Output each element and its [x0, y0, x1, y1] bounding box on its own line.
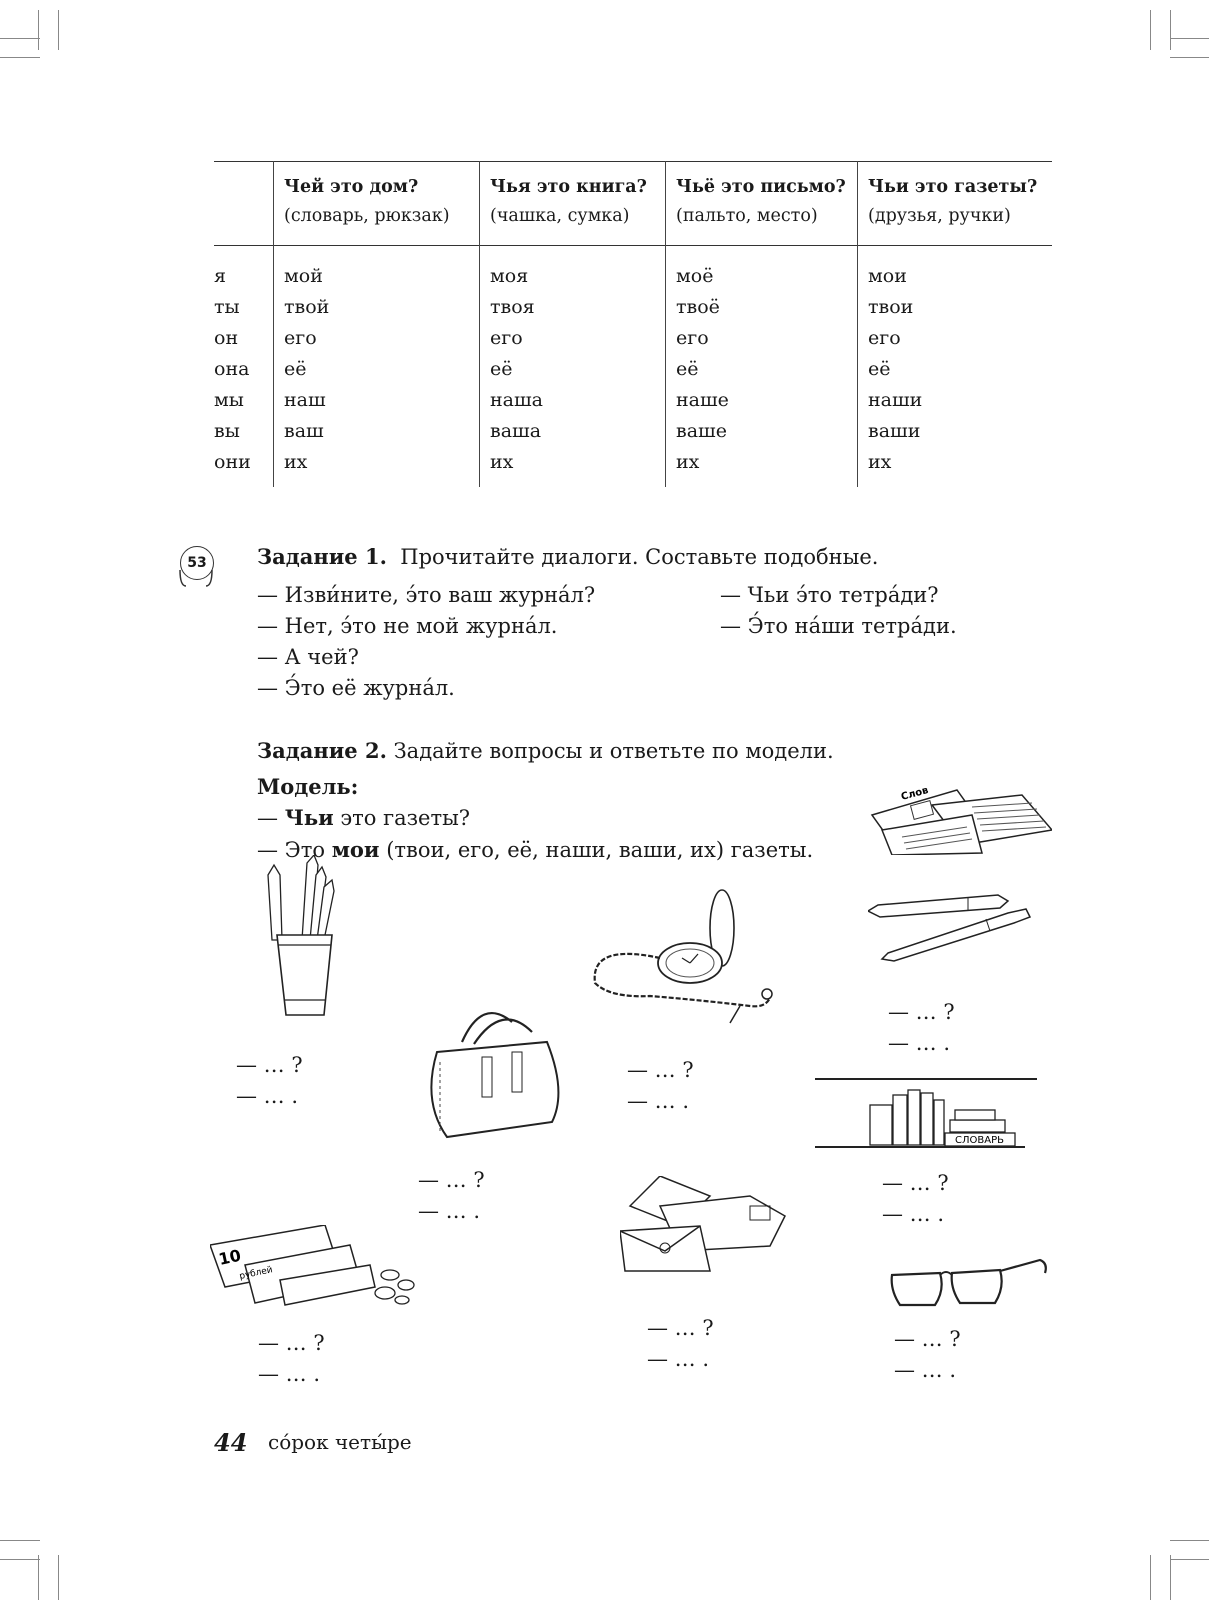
dialog-line: — Изви́ните, э́то ваш журна́л? [257, 583, 596, 607]
crop-mark [1170, 10, 1171, 50]
task1-heading [257, 541, 878, 573]
answer-prompt-watch[interactable] [627, 1055, 694, 1117]
table-body-column-pronouns [214, 261, 251, 478]
dialog-line: — Чьи э́то тетра́ди? [720, 583, 939, 607]
table-top-rule [214, 161, 1052, 162]
header-question: Чьи это газеты? [868, 177, 1038, 197]
envelopes-illustration [620, 1176, 790, 1276]
table-cell: моё [676, 265, 714, 287]
header-examples: (чашка, сумка) [490, 206, 630, 226]
table-cell: моя [490, 265, 529, 287]
table-cell: наша [490, 389, 543, 411]
dialog-line: — Э́то на́ши тетра́ди. [720, 614, 957, 638]
page-number-words: со́рок четы́ре [268, 1430, 412, 1454]
prompt-answer: — … . [888, 1031, 951, 1055]
dialog-line: — А чей? [257, 645, 359, 669]
banknote-word: рублей [238, 1265, 274, 1282]
header-examples: (пальто, место) [676, 206, 818, 226]
table-cell: ваше [676, 420, 727, 442]
table-cell: их [676, 451, 700, 473]
crop-mark [1170, 57, 1209, 58]
header-examples: (друзья, ручки) [868, 206, 1011, 226]
header-question: Чья это книга? [490, 177, 647, 197]
prompt-question: — … ? [882, 1171, 949, 1195]
crop-mark [1150, 1555, 1151, 1600]
headphones-icon [176, 566, 216, 590]
answer-prompt-pens[interactable] [888, 997, 955, 1059]
table-header-cell [868, 173, 1037, 231]
header-question: Чьё это письмо? [676, 177, 846, 197]
prompt-answer: — … . [258, 1362, 321, 1386]
newspaper-masthead: Слов [899, 785, 930, 803]
dictionary-spine-label: СЛОВАРЬ [955, 1135, 1004, 1146]
answer-prompt-books[interactable] [882, 1168, 949, 1230]
header-question: Чей это дом? [284, 177, 419, 197]
dash: — [257, 806, 285, 830]
table-cell: твои [868, 296, 914, 318]
prompt-question: — … ? [418, 1168, 485, 1192]
model-question [257, 802, 813, 834]
table-cell: его [676, 327, 709, 349]
glasses-illustration [890, 1255, 1050, 1310]
crop-mark [1170, 1559, 1209, 1560]
table-body-column-masculine [284, 261, 329, 478]
handbag-illustration [422, 1002, 567, 1142]
table-cell: их [490, 451, 514, 473]
pronoun: ты [214, 296, 240, 318]
pens-illustration [868, 893, 1048, 973]
prompt-question: — … ? [236, 1053, 303, 1077]
answer-prompt-bag[interactable] [418, 1165, 485, 1227]
dialog-line: — Э́то её журна́л. [257, 676, 455, 700]
crop-mark [1170, 1555, 1171, 1600]
crop-mark [0, 1559, 40, 1560]
prompt-question: — … ? [627, 1058, 694, 1082]
table-column-divider [857, 161, 858, 487]
table-body-column-plural [868, 261, 922, 478]
table-cell: твой [284, 296, 330, 318]
pencil-cup-illustration [262, 855, 342, 1025]
table-cell: её [284, 358, 307, 380]
table-cell: наши [868, 389, 923, 411]
pronoun: я [214, 265, 226, 287]
table-column-divider [665, 161, 666, 487]
table-cell: ваша [490, 420, 542, 442]
table-body-column-feminine [490, 261, 543, 478]
task2-title: Задание 2. [257, 738, 387, 763]
bookshelf-illustration [815, 1075, 1037, 1155]
table-cell: наше [676, 389, 729, 411]
table-cell: их [868, 451, 892, 473]
prompt-answer: — … . [236, 1084, 299, 1108]
model-question-keyword: Чьи [284, 805, 334, 830]
table-header-cell [490, 173, 647, 231]
prompt-answer: — … . [894, 1358, 957, 1382]
table-column-divider [273, 161, 274, 487]
crop-mark [58, 1555, 59, 1600]
pocket-watch-illustration [590, 888, 780, 1028]
pronoun: мы [214, 389, 244, 411]
crop-mark [0, 57, 40, 58]
table-cell: мой [284, 265, 323, 287]
crop-mark [38, 1555, 39, 1600]
table-cell: её [868, 358, 891, 380]
dialog-line: — Нет, э́то не мой журна́л. [257, 614, 558, 638]
table-cell: его [868, 327, 901, 349]
table-cell: твоё [676, 296, 720, 318]
prompt-answer: — … . [882, 1202, 945, 1226]
money-illustration [210, 1225, 425, 1310]
crop-mark [0, 38, 40, 39]
table-cell: их [284, 451, 308, 473]
answer-prompt-pencils[interactable] [236, 1050, 303, 1112]
table-cell: ваши [868, 420, 921, 442]
prompt-question: — … ? [258, 1331, 325, 1355]
task1-title: Задание 1. [257, 544, 387, 569]
prompt-question: — … ? [894, 1327, 961, 1351]
model-answer-keyword: мои [331, 837, 380, 862]
crop-mark [1170, 1540, 1209, 1541]
crop-mark [1170, 38, 1209, 39]
table-body-column-neuter [676, 261, 729, 478]
crop-mark [0, 1540, 40, 1541]
answer-prompt-money[interactable] [258, 1328, 325, 1390]
model-answer-start: — Это [257, 838, 332, 862]
task2-instruction: Задайте вопросы и ответьте по модели. [393, 739, 834, 763]
pronoun: вы [214, 420, 240, 442]
task1-dialog-left [257, 580, 595, 704]
table-cell: наш [284, 389, 326, 411]
table-cell: его [490, 327, 523, 349]
table-cell: твоя [490, 296, 535, 318]
task2-heading [257, 735, 834, 767]
crop-mark [1150, 10, 1151, 50]
model-question-rest: это газеты? [333, 806, 471, 830]
prompt-question: — … ? [647, 1316, 714, 1340]
header-examples: (словарь, рюкзак) [284, 206, 450, 226]
banknote-value: 10 [216, 1245, 243, 1269]
crop-mark [38, 10, 39, 50]
table-header-rule [214, 245, 1052, 246]
task1-dialog-right [720, 580, 957, 642]
pronoun: она [214, 358, 250, 380]
model-label: Модель: [257, 774, 359, 799]
table-header-cell [676, 173, 846, 231]
table-column-divider [479, 161, 480, 487]
table-cell: мои [868, 265, 907, 287]
prompt-question: — … ? [888, 1000, 955, 1024]
page-number: 44 [214, 1428, 248, 1457]
audio-track-number: 53 [187, 555, 207, 571]
table-cell: её [676, 358, 699, 380]
prompt-answer: — … . [647, 1347, 710, 1371]
pronoun: он [214, 327, 239, 349]
task1-instruction: Прочитайте диалоги. Составьте подобные. [400, 545, 879, 569]
table-cell: её [490, 358, 513, 380]
possessive-pronouns-table [214, 161, 1052, 487]
table-header-cell [284, 173, 450, 231]
table-cell: ваш [284, 420, 324, 442]
model-answer-rest: (твои, его, её, наши, ваши, их) газеты. [379, 838, 814, 862]
table-cell: его [284, 327, 317, 349]
prompt-answer: — … . [627, 1089, 690, 1113]
crop-mark [58, 10, 59, 50]
task2-model [257, 771, 813, 866]
pronoun: они [214, 451, 251, 473]
newspapers-illustration [862, 785, 1052, 855]
prompt-answer: — … . [418, 1199, 481, 1223]
answer-prompt-envelopes[interactable] [647, 1313, 714, 1375]
answer-prompt-glasses[interactable] [894, 1324, 961, 1386]
